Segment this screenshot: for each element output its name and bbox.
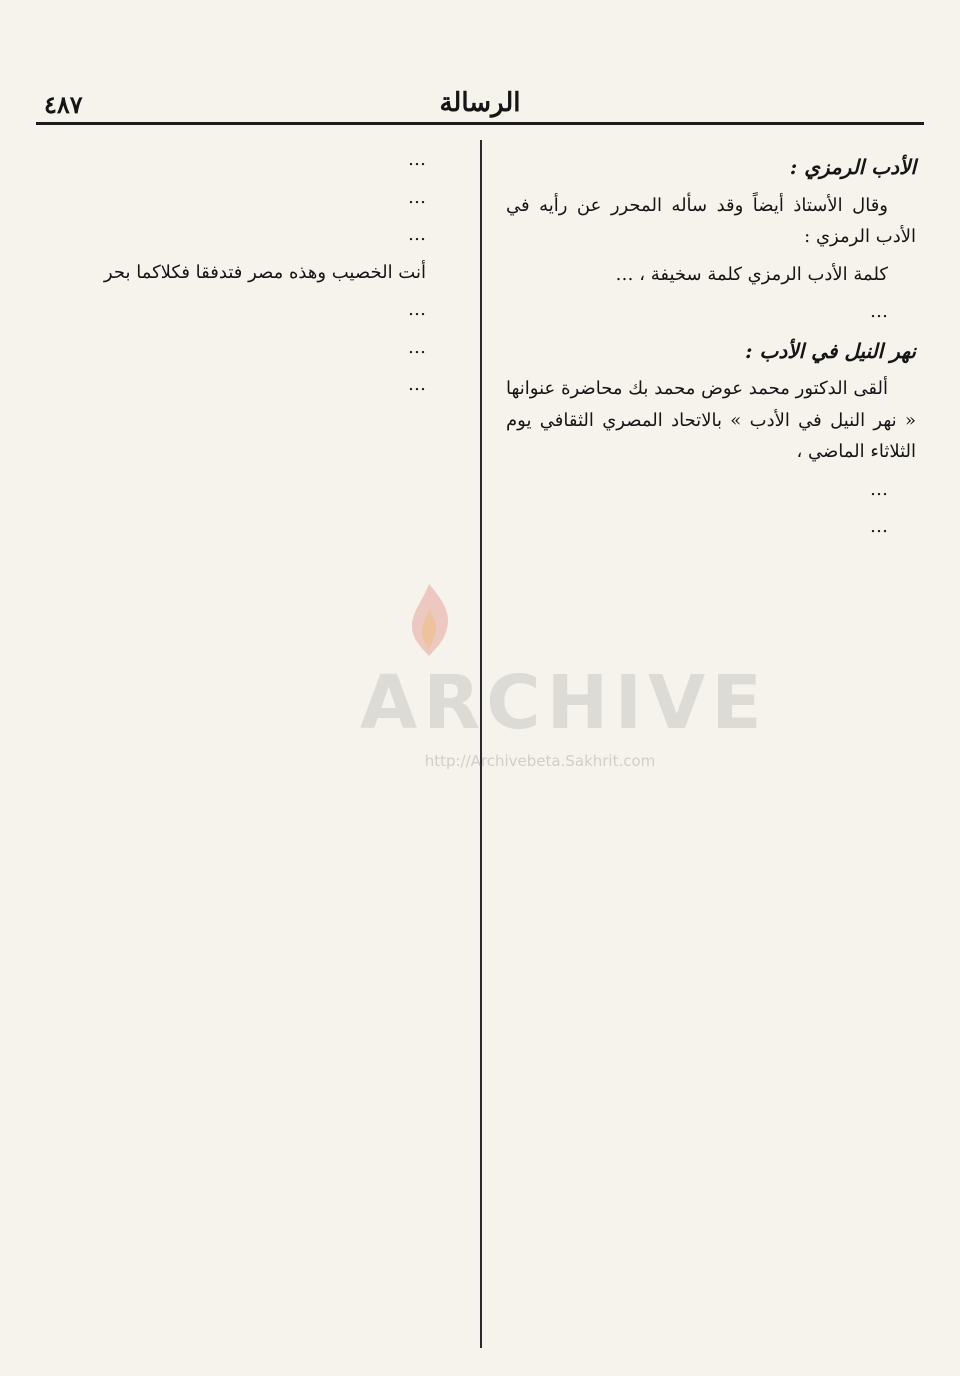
journal-title: الرسالة — [439, 88, 521, 118]
paragraph: … — [408, 374, 426, 395]
section-heading-nile-in-literature: نهر النيل في الأدب : — [745, 338, 916, 363]
paragraph: … — [408, 149, 426, 170]
archive-watermark-url: http://Archivebeta.Sakhrit.com — [424, 752, 656, 770]
paragraph: … — [408, 224, 426, 245]
paragraph: وقال الأستاذ أيضاً وقد سأله المحرر عن رأيه في الأدب الرمزي : — [506, 194, 916, 247]
paragraph: … — [408, 336, 426, 358]
paragraph: … — [870, 301, 888, 322]
verse-line: أنت الخصيب وهذه مصر فتدفقا فكلاكما بحر — [103, 261, 426, 283]
paragraph: كلمة الأدب الرمزي كلمة سخيفة ، … — [615, 263, 888, 285]
archive-flame-logo-icon — [394, 580, 464, 660]
paragraph: ألقى الدكتور محمد عوض محمد بك محاضرة عنوانها « نهر النيل في الأدب » بالاتحاد المصري الثقافي يوم الثلاثاء الماضي ، — [506, 378, 916, 462]
page-header — [36, 88, 924, 120]
paragraph: … — [408, 186, 426, 208]
column-divider — [480, 140, 482, 1348]
header-rule — [36, 122, 924, 125]
section-heading-symbolic-literature: الأدب الرمزي : — [789, 155, 916, 179]
paragraph: … — [870, 516, 888, 537]
paragraph: … — [408, 299, 426, 320]
paragraph: … — [870, 478, 888, 500]
right-column — [506, 144, 916, 549]
left-column — [44, 144, 454, 407]
archive-watermark: ARCHIVE — [360, 660, 768, 746]
page-number: ٤٨٧ — [44, 90, 83, 119]
newspaper-page — [36, 78, 924, 1348]
